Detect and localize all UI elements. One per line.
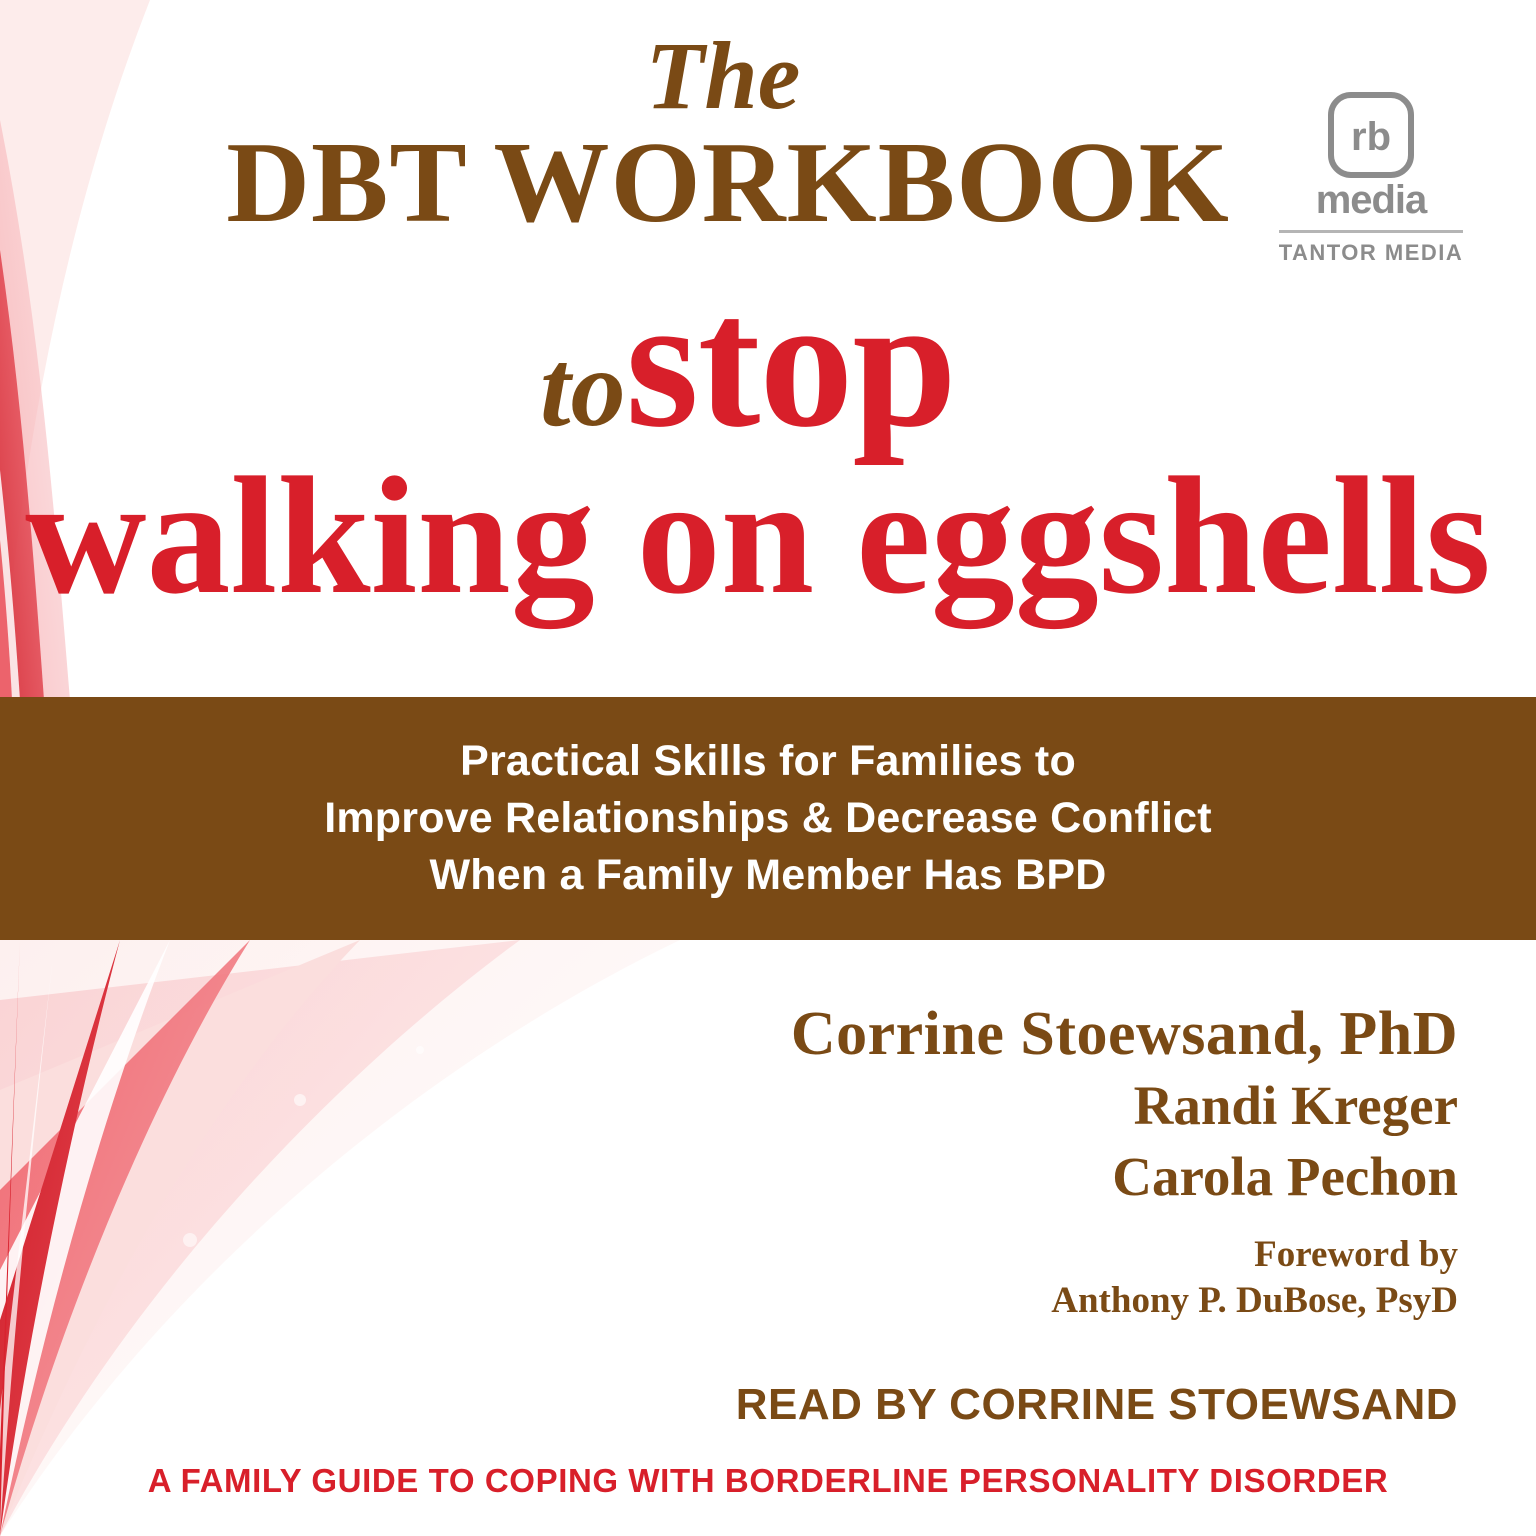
bottom-banner — [80, 1452, 1456, 1510]
publisher-logo — [1278, 92, 1464, 265]
subtitle-line-3: When a Family Member Has BPD — [429, 851, 1107, 900]
foreword-label: Foreword by — [1254, 1233, 1458, 1275]
narrator-credit: READ BY CORRINE STOEWSAND — [735, 1380, 1458, 1429]
author-secondary-2: Carola Pechon — [1112, 1146, 1458, 1208]
title-word-stop: stop — [625, 257, 956, 466]
svg-text:rb: rb — [1351, 115, 1391, 159]
subtitle-bar — [0, 697, 1536, 940]
title-line-to-stop — [0, 257, 1536, 466]
author-primary: Corrine Stoewsand, PhD — [790, 1000, 1458, 1068]
subtitle-line-1: Practical Skills for Families to — [460, 736, 1076, 785]
rb-media-icon — [1328, 92, 1414, 178]
publisher-logo-media-text: media — [1315, 178, 1427, 222]
foreword-author: Anthony P. DuBose, PsyD — [1051, 1280, 1458, 1322]
title-line-the: The — [645, 22, 801, 129]
title-line-dbt-workbook: DBT WORKBOOK — [226, 119, 1230, 247]
title-word-to: to — [540, 327, 626, 449]
rb-monogram-icon — [1328, 92, 1414, 178]
author-secondary-1: Randi Kreger — [1133, 1075, 1458, 1137]
bottom-banner-text: A FAMILY GUIDE TO COPING WITH BORDERLINE PERSONALITY DISORDER — [147, 1462, 1389, 1499]
subtitle-line-2: Improve Relationships & Decrease Conflict — [324, 793, 1212, 842]
author-block — [638, 1000, 1458, 1324]
title-line-walking-on-eggshells: walking on eggshells — [25, 443, 1491, 629]
publisher-imprint-text: TANTOR MEDIA — [1279, 230, 1464, 265]
